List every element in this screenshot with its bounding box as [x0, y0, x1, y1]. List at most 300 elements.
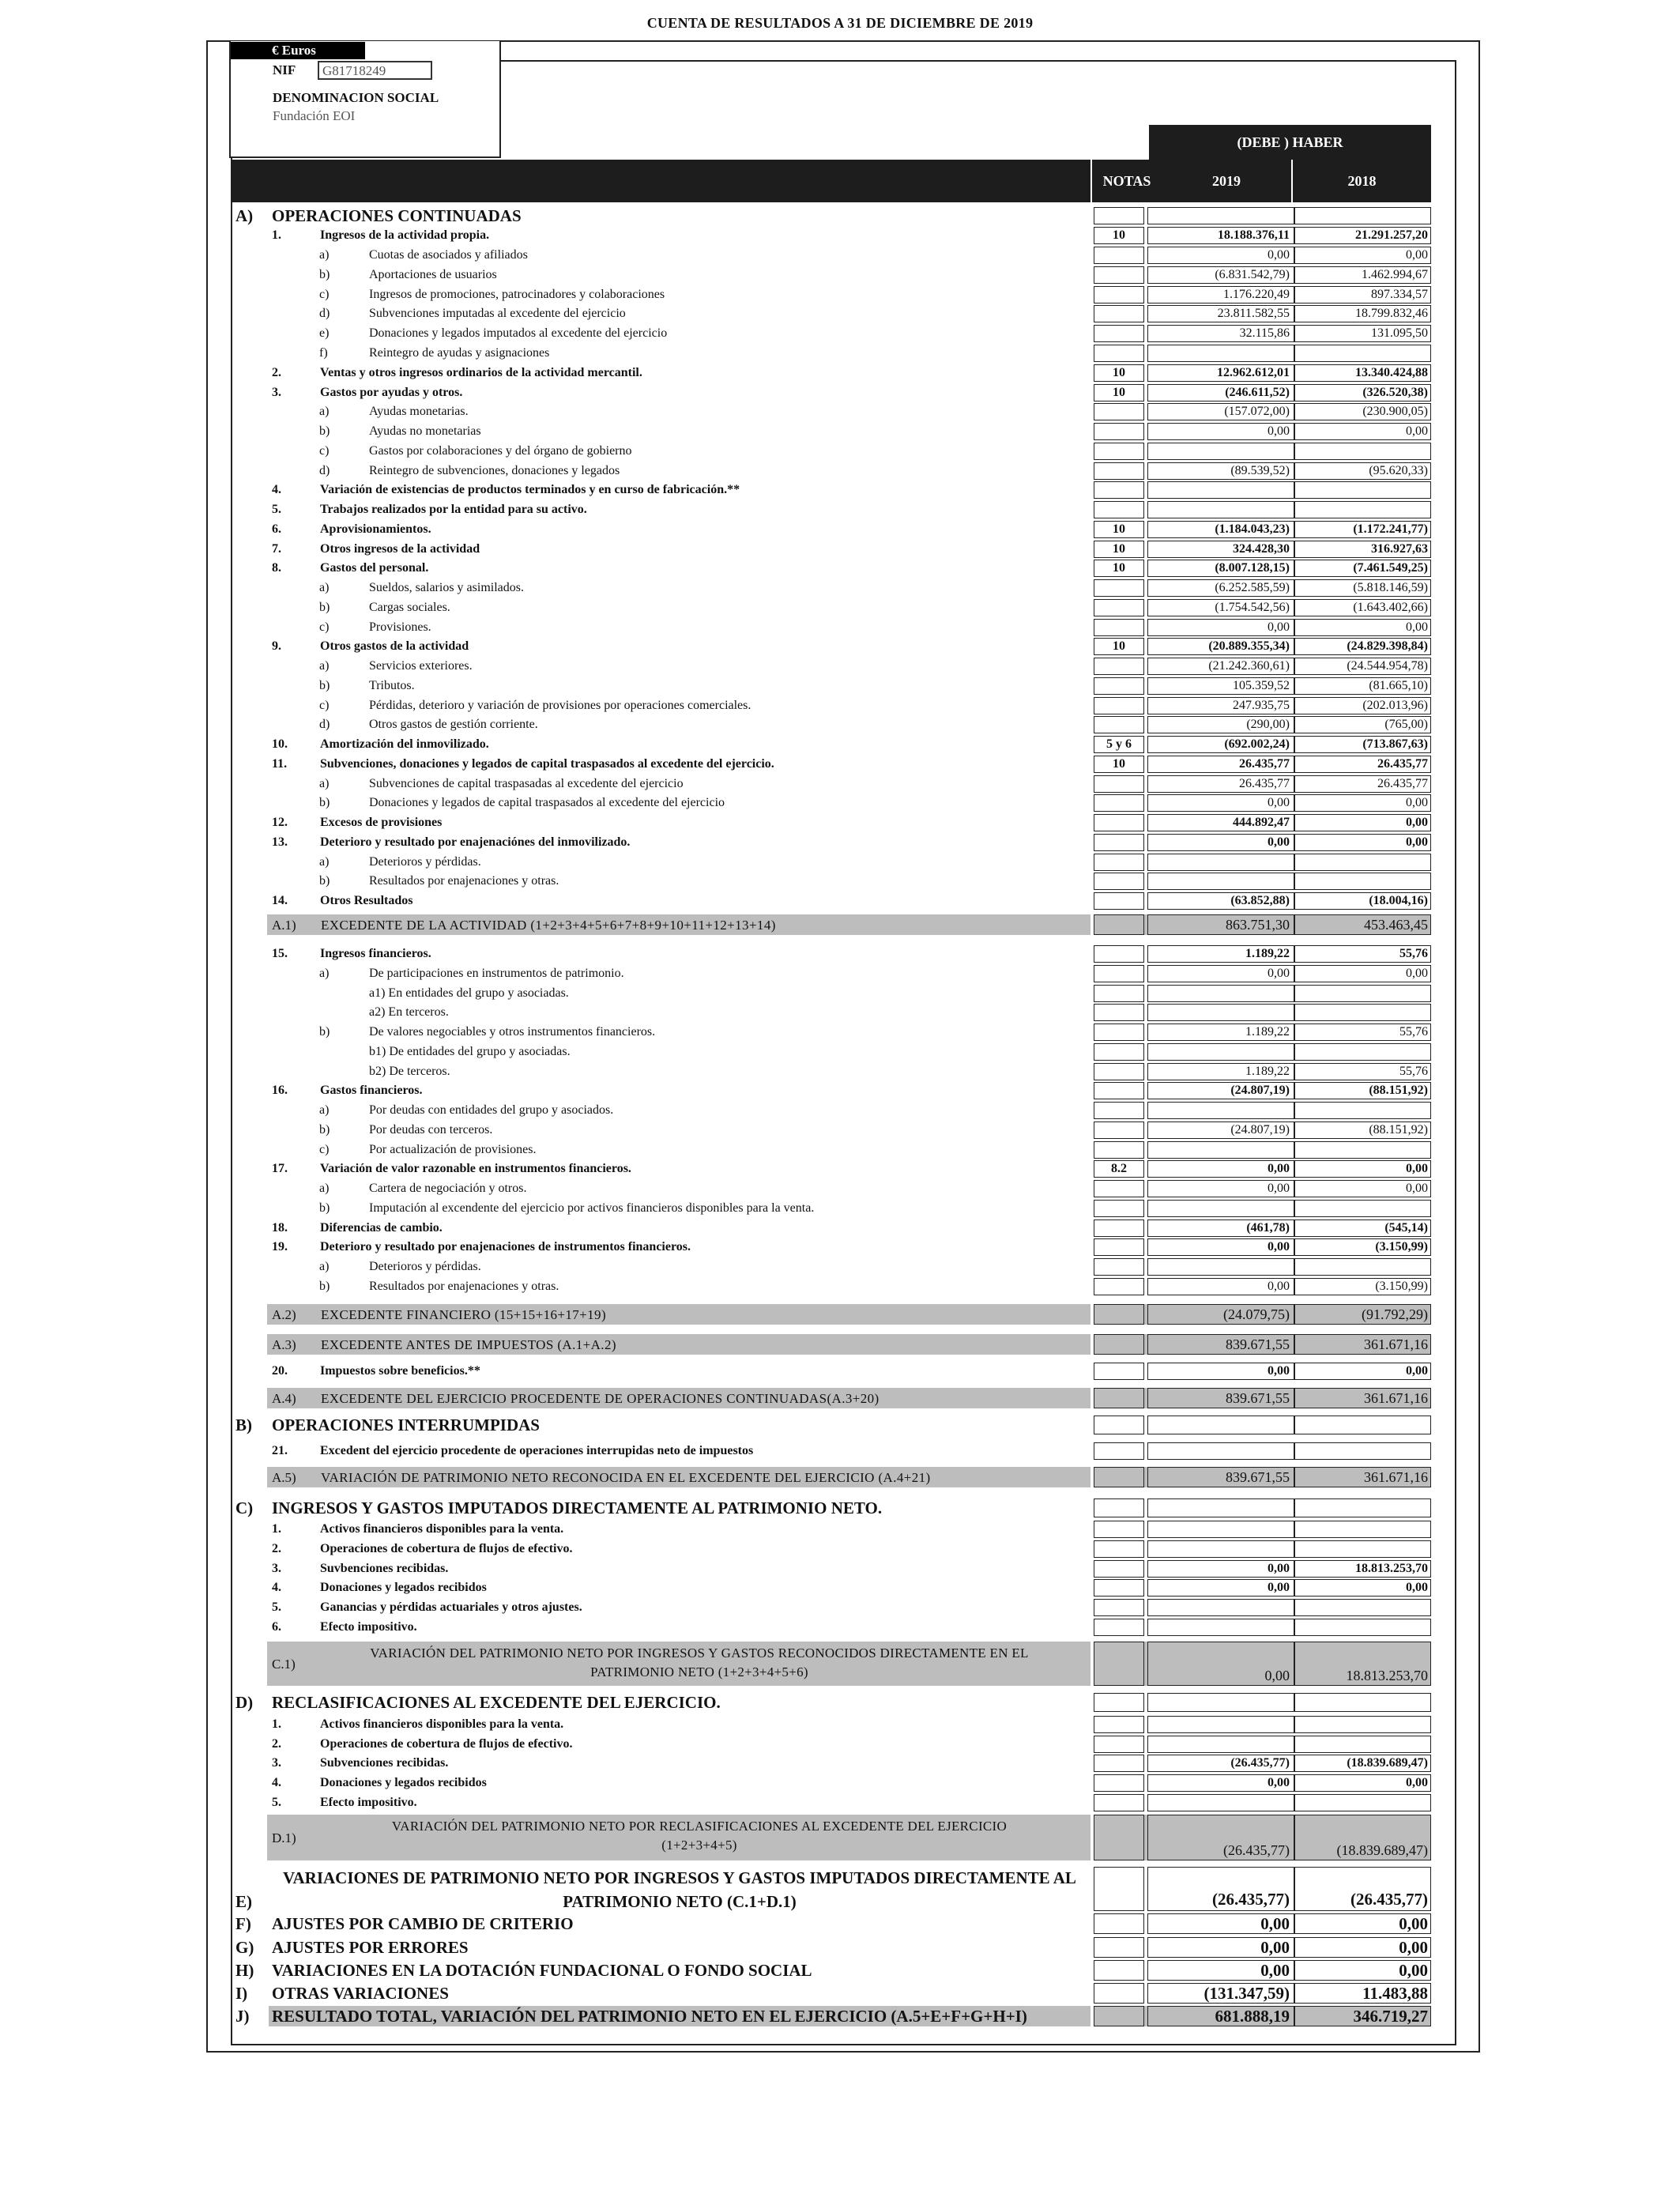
value-2019: 1.176.220,49 [1223, 288, 1290, 301]
table-row [231, 1736, 1431, 1753]
line-number: 15. [272, 947, 288, 960]
value-2019-cell [1147, 1102, 1294, 1119]
value-2019-cell [1147, 1258, 1294, 1276]
line-number: b) [319, 679, 330, 692]
value-2018: 0,00 [1406, 967, 1428, 980]
year-2018-column-header: 2018 [1347, 173, 1377, 189]
line-number: c) [319, 699, 330, 712]
value-2018: (81.665,10) [1369, 679, 1428, 692]
value-2019: 0,00 [1268, 1364, 1290, 1378]
line-label: Otros gastos de gestión corriente. [369, 718, 538, 731]
line-label: Variación de existencias de productos terminados y en curso de fabricación.** [320, 483, 740, 496]
table-row [231, 1363, 1431, 1380]
notas-cell [1094, 1983, 1144, 2004]
line-number: a) [319, 405, 330, 418]
table-row [231, 1004, 1431, 1021]
line-number: c) [319, 288, 330, 301]
denomination-label: DENOMINACION SOCIAL [273, 90, 439, 105]
line-number: 5. [272, 503, 281, 516]
notas-cell [1094, 2006, 1144, 2026]
table-row [231, 814, 1431, 831]
line-label: Deterioro y resultado por enajenaciones de instrumentos financieros. [320, 1240, 691, 1253]
notas-cell [1094, 207, 1144, 224]
notas-cell [1094, 1238, 1144, 1256]
value-2019-cell [1147, 985, 1294, 1002]
notas-cell [1094, 1913, 1144, 1934]
line-number: 5. [272, 1600, 281, 1614]
value-2018: 18.813.253,70 [1346, 1668, 1428, 1683]
line-label: Donaciones y legados imputados al excedente del ejercicio [369, 326, 668, 340]
value-2019: 0,00 [1268, 1280, 1290, 1293]
value-2018: (91.792,29) [1362, 1306, 1428, 1322]
notas-cell [1094, 658, 1144, 675]
value-2018: (545,14) [1384, 1221, 1428, 1235]
notas-cell [1094, 892, 1144, 910]
table-row [231, 914, 1431, 935]
value-2018: (24.829.398,84) [1347, 639, 1428, 653]
table-row [231, 985, 1431, 1002]
line-label: Otros ingresos de la actividad [320, 542, 480, 556]
line-number: 16. [272, 1084, 288, 1097]
value-2019: 0,00 [1260, 1914, 1290, 1933]
line-number: 7. [272, 542, 281, 556]
value-2019: 32.115,86 [1239, 326, 1290, 340]
value-2018-cell [1294, 345, 1431, 362]
value-2018: 55,76 [1399, 947, 1428, 960]
line-label: Deterioro y resultado por enajenaciónes del inmovilizado. [320, 835, 631, 849]
value-2018: 26.435,77 [1377, 777, 1428, 790]
value-2018: 0,00 [1399, 1938, 1428, 1957]
value-2018: 0,00 [1406, 248, 1428, 262]
line-number: 21. [272, 1444, 288, 1457]
line-number: b) [319, 1280, 330, 1293]
section-title: INGRESOS Y GASTOS IMPUTADOS DIRECTAMENTE AL PATRIMONIO NETO. [272, 1498, 883, 1517]
line-number: e) [319, 326, 330, 340]
value-2018: 18.799.832,46 [1355, 307, 1428, 320]
line-label: Excesos de provisiones [320, 816, 443, 829]
line-number: b) [319, 424, 330, 438]
table-row [231, 638, 1431, 655]
value-2019: (26.435,77) [1212, 1890, 1290, 1909]
value-2019: (6.831.542,79) [1215, 268, 1290, 281]
notas-cell [1094, 1122, 1144, 1139]
value-2019: 0,00 [1268, 1581, 1290, 1594]
value-2018: 0,00 [1406, 796, 1428, 809]
notas-cell [1094, 1082, 1144, 1099]
value-2019-cell [1147, 207, 1294, 224]
notas-cell [1094, 403, 1144, 420]
line-number: 4. [272, 1776, 281, 1789]
value-2019: 839.671,55 [1226, 1469, 1290, 1485]
line-number: A.5) [272, 1470, 296, 1485]
value-2018: 0,00 [1406, 816, 1428, 829]
section-title: OPERACIONES INTERRUMPIDAS [272, 1416, 540, 1434]
table-row [231, 541, 1431, 558]
notas-cell [1094, 599, 1144, 616]
value-2019-cell [1147, 1736, 1294, 1753]
nif-label: NIF [273, 62, 296, 77]
value-2019-cell [1147, 1619, 1294, 1636]
value-2019-cell [1147, 501, 1294, 518]
line-number: 1. [272, 1717, 281, 1731]
line-number: 17. [272, 1162, 288, 1175]
table-row [231, 619, 1431, 636]
value-2019: 0,00 [1268, 424, 1290, 438]
value-2019-cell [1147, 481, 1294, 499]
table-row [231, 1467, 1431, 1487]
table-row [231, 2006, 1431, 2026]
value-2019: 0,00 [1268, 248, 1290, 262]
value-2018-cell [1294, 1200, 1431, 1217]
notas-cell [1094, 1043, 1144, 1061]
notas-cell [1094, 1334, 1144, 1355]
total-label-line2: PATRIMONIO NETO (1+2+3+4+5+6) [590, 1664, 808, 1679]
value-2018-cell [1294, 873, 1431, 890]
value-2019: 0,00 [1268, 1162, 1290, 1175]
table-row [231, 1334, 1431, 1355]
line-number: D.1) [272, 1830, 296, 1845]
value-2018: 0,00 [1406, 835, 1428, 849]
line-label: Cuotas de asociados y afiliados [369, 248, 528, 262]
line-number: A.1) [272, 918, 296, 933]
value-2018-cell [1294, 1498, 1431, 1517]
notas-cell [1094, 1867, 1144, 1911]
value-2018: (7.461.549,25) [1353, 561, 1428, 575]
notas-cell [1094, 873, 1144, 890]
value-2018: (3.150,99) [1375, 1240, 1428, 1253]
table-row [231, 1023, 1431, 1041]
value-2018: (18.004,16) [1369, 894, 1428, 907]
line-number: a) [319, 1182, 330, 1195]
notas-cell [1094, 619, 1144, 636]
value-2019: (26.435,77) [1230, 1756, 1290, 1770]
notas-cell [1094, 1599, 1144, 1616]
value-2018-cell [1294, 481, 1431, 499]
value-2019-cell [1147, 1521, 1294, 1538]
value-2019: 863.751,30 [1226, 917, 1290, 933]
table-row [231, 325, 1431, 342]
nif-value: G81718249 [318, 61, 432, 80]
value-2018: 55,76 [1399, 1065, 1428, 1078]
line-number: 2. [272, 366, 281, 379]
value-2019-cell [1147, 1498, 1294, 1517]
line-label: b1) De entidades del grupo y asociadas. [369, 1045, 571, 1058]
currency-label: € Euros [231, 42, 365, 59]
notas-cell [1094, 579, 1144, 597]
value-2019: (1.754.542,56) [1215, 601, 1290, 614]
notas-cell [1094, 423, 1144, 440]
document-title: CUENTA DE RESULTADOS A 31 DE DICIEMBRE DE 2019 [646, 15, 1034, 31]
notas-cell [1094, 1304, 1144, 1325]
line-number: a) [319, 248, 330, 262]
value-2018-cell [1294, 854, 1431, 871]
line-number: b) [319, 601, 330, 614]
line-label: Gastos financieros. [320, 1084, 423, 1097]
line-label: Subvenciones imputadas al excedente del ejercicio [369, 307, 626, 320]
value-2018-cell [1294, 1736, 1431, 1753]
line-number: 14. [272, 894, 288, 907]
table-row [231, 1937, 1431, 1958]
line-number: 3. [272, 1562, 281, 1575]
table-row [231, 1960, 1431, 1981]
total-label: VARIACIÓN DEL PATRIMONIO NETO POR INGRESOS Y GASTOS RECONOCIDOS DIRECTAMENTE EN EL [370, 1646, 1029, 1661]
value-2018-cell [1294, 1141, 1431, 1159]
line-label: a2) En terceros. [369, 1005, 449, 1019]
line-number: d) [319, 464, 330, 477]
table-row [231, 775, 1431, 793]
notas-cell [1094, 266, 1144, 284]
value-2019: 444.892,47 [1233, 816, 1290, 829]
value-2019-cell [1147, 345, 1294, 362]
table-row [231, 1774, 1431, 1792]
section-title: AJUSTES POR ERRORES [272, 1938, 469, 1957]
notas-cell [1094, 305, 1144, 322]
line-label: Suvbenciones recibidas. [320, 1562, 449, 1575]
value-2018: (88.151,92) [1369, 1123, 1428, 1137]
value-2018: 0,00 [1406, 1162, 1428, 1175]
line-number: A.3) [272, 1337, 296, 1352]
section-title-line2: PATRIMONIO NETO (C.1+D.1) [563, 1892, 797, 1911]
notas-cell [1094, 1579, 1144, 1596]
value-2018: (5.818.146,59) [1353, 581, 1428, 594]
line-label: Provisiones. [369, 620, 431, 634]
value-2019-cell [1147, 1693, 1294, 1712]
section-letter: C) [235, 1498, 254, 1517]
table-row [231, 736, 1431, 753]
line-number: 1. [272, 1522, 281, 1536]
line-number: f) [319, 346, 328, 360]
line-label: Gastos por colaboraciones y del órgano de gobierno [369, 444, 632, 458]
notas-value: 5 y 6 [1106, 737, 1132, 751]
value-2019: 0,00 [1268, 1240, 1290, 1253]
notas-cell [1094, 1180, 1144, 1197]
value-2019: (63.852,88) [1230, 894, 1290, 907]
value-2018-cell [1294, 501, 1431, 518]
line-number: b) [319, 796, 330, 809]
line-label: Servicios exteriores. [369, 659, 473, 673]
line-label: Reintegro de ayudas y asignaciones [369, 346, 550, 360]
value-2018-cell [1294, 1794, 1431, 1811]
line-label: Activos financieros disponibles para la venta. [320, 1717, 564, 1731]
notas-cell [1094, 1220, 1144, 1237]
section-title: OPERACIONES CONTINUADAS [272, 206, 522, 225]
line-label: Tributos. [369, 679, 415, 692]
value-2019-cell [1147, 873, 1294, 890]
value-2019: 26.435,77 [1239, 757, 1290, 771]
line-label: Efecto impositivo. [320, 1796, 417, 1809]
table-row [231, 756, 1431, 773]
line-label: Cartera de negociación y otros. [369, 1182, 527, 1195]
notas-cell [1094, 716, 1144, 733]
value-2018: 0,00 [1406, 620, 1428, 634]
value-2019: 0,00 [1268, 1562, 1290, 1575]
notas-cell [1094, 775, 1144, 793]
section-title: RESULTADO TOTAL, VARIACIÓN DEL PATRIMONIO NETO EN EL EJERCICIO (A.5+E+F+G+H+I) [272, 2007, 1027, 2026]
value-2019: (157.072,00) [1224, 405, 1290, 418]
value-2018: (1.172.241,77) [1353, 522, 1428, 536]
total-label: EXCEDENTE DE LA ACTIVIDAD (1+2+3+4+5+6+7+8+9+10+11+12+13+14) [321, 918, 776, 933]
value-2019-cell [1147, 1141, 1294, 1159]
line-label: Efecto impositivo. [320, 1620, 417, 1634]
year-2019-column-header: 2019 [1212, 173, 1241, 189]
line-number: 2. [272, 1542, 281, 1555]
notas-cell [1094, 462, 1144, 480]
line-number: 3. [272, 386, 281, 399]
value-2019-cell [1147, 1599, 1294, 1616]
notas-cell [1094, 1102, 1144, 1119]
table-row [231, 305, 1431, 322]
notas-cell [1094, 1521, 1144, 1538]
section-title: OTRAS VARIACIONES [272, 1984, 449, 2003]
table-row [231, 1258, 1431, 1276]
line-label: Activos financieros disponibles para la venta. [320, 1522, 564, 1536]
value-2019: 0,00 [1260, 1961, 1290, 1980]
line-label: Deterioros y pérdidas. [369, 855, 481, 869]
value-2019-cell [1147, 1794, 1294, 1811]
section-letter: J) [235, 2007, 250, 2026]
line-number: b) [319, 268, 330, 281]
total-label: VARIACIÓN DE PATRIMONIO NETO RECONOCIDA EN EL EXCEDENTE DEL EJERCICIO (A.4+21) [321, 1470, 931, 1485]
line-label: Amortización del inmovilizado. [320, 737, 489, 751]
value-2019-cell [1147, 1043, 1294, 1061]
line-number: b) [319, 874, 330, 888]
line-label: Por deudas con terceros. [369, 1123, 493, 1137]
line-number: a) [319, 777, 330, 790]
notas-value: 8.2 [1111, 1162, 1127, 1175]
value-2019: 23.811.582,55 [1217, 307, 1290, 320]
table-row [231, 599, 1431, 616]
line-number: 13. [272, 835, 288, 849]
value-2019: 1.189,22 [1245, 1025, 1290, 1039]
value-2018-cell [1294, 443, 1431, 460]
section-letter: F) [235, 1914, 251, 1933]
value-2018-cell [1294, 1004, 1431, 1021]
table-row [231, 423, 1431, 440]
line-label: a1) En entidades del grupo y asociadas. [369, 986, 569, 1000]
value-2018-cell [1294, 1540, 1431, 1558]
table-row [231, 1122, 1431, 1139]
line-label: Ventas y otros ingresos ordinarios de la actividad mercantil. [320, 366, 642, 379]
line-label: Donaciones y legados recibidos [320, 1776, 487, 1789]
notas-cell [1094, 945, 1144, 963]
table-row [231, 1442, 1431, 1460]
notas-cell [1094, 345, 1144, 362]
line-number: b) [319, 1025, 330, 1039]
table-row [231, 1498, 1431, 1517]
notas-value: 10 [1113, 366, 1125, 379]
value-2019: (461,78) [1246, 1221, 1290, 1235]
value-2019: 324.428,30 [1233, 542, 1290, 556]
line-label: Por deudas con entidades del grupo y asociados. [369, 1103, 614, 1117]
section-title: RECLASIFICACIONES AL EXCEDENTE DEL EJERCICIO. [272, 1693, 721, 1712]
notas-cell [1094, 325, 1144, 342]
section-title: VARIACIONES DE PATRIMONIO NETO POR INGRESOS Y GASTOS IMPUTADOS DIRECTAMENTE AL [283, 1868, 1076, 1887]
value-2018: (24.544.954,78) [1347, 659, 1428, 673]
notas-cell [1094, 677, 1144, 695]
notas-cell [1094, 501, 1144, 518]
notas-cell [1094, 1693, 1144, 1712]
table-row [231, 1619, 1431, 1636]
line-label: Otros Resultados [320, 894, 413, 907]
value-2018: 1.462.994,67 [1362, 268, 1428, 281]
notas-cell [1094, 1540, 1144, 1558]
section-title: VARIACIONES EN LA DOTACIÓN FUNDACIONAL O FONDO SOCIAL [272, 1961, 812, 1980]
notas-cell [1094, 1363, 1144, 1380]
value-2019: (26.435,77) [1223, 1842, 1290, 1858]
line-label: Resultados por enajenaciones y otras. [369, 874, 559, 888]
table-row [231, 1238, 1431, 1256]
value-2018: 18.813.253,70 [1355, 1562, 1428, 1575]
value-2019: (89.539,52) [1230, 464, 1290, 477]
value-2018: (3.150,99) [1375, 1280, 1428, 1293]
line-number: 6. [272, 1620, 281, 1634]
notas-cell [1094, 985, 1144, 1002]
notas-cell [1094, 481, 1144, 499]
value-2019: 1.189,22 [1245, 1065, 1290, 1078]
table-row [231, 286, 1431, 303]
table-row [231, 266, 1431, 284]
value-2018-cell [1294, 1619, 1431, 1636]
table-row [231, 443, 1431, 460]
section-letter: B) [235, 1416, 252, 1434]
line-label: Operaciones de cobertura de flujos de efectivo. [320, 1542, 573, 1555]
value-2019-cell [1147, 1004, 1294, 1021]
value-2019: (290,00) [1246, 718, 1290, 731]
table-row [231, 965, 1431, 982]
value-2018: (26.435,77) [1350, 1890, 1428, 1909]
value-2018: 0,00 [1399, 1914, 1428, 1933]
line-label: Impuestos sobre beneficios.** [320, 1364, 480, 1378]
notas-cell [1094, 286, 1144, 303]
section-title: AJUSTES POR CAMBIO DE CRITERIO [272, 1914, 574, 1933]
table-row [231, 1043, 1431, 1061]
notas-cell [1094, 834, 1144, 851]
value-2019: 839.671,55 [1226, 1390, 1290, 1406]
line-label: Ayudas monetarias. [369, 405, 469, 418]
line-label: Trabajos realizados por la entidad para su activo. [320, 503, 587, 516]
notas-cell [1094, 854, 1144, 871]
value-2018: 26.435,77 [1377, 757, 1428, 771]
notas-cell [1094, 443, 1144, 460]
line-number: 8. [272, 561, 281, 575]
table-row [231, 364, 1431, 382]
line-number: 9. [272, 639, 281, 653]
notas-value: 10 [1113, 228, 1125, 242]
value-2019: 26.435,77 [1239, 777, 1290, 790]
line-label: Variación de valor razonable en instrumentos financieros. [320, 1162, 631, 1175]
notas-cell [1094, 1960, 1144, 1981]
notas-cell [1094, 697, 1144, 714]
table-row [231, 1102, 1431, 1119]
value-2019: (20.889.355,34) [1208, 639, 1290, 653]
line-label: Ingresos financieros. [320, 947, 431, 960]
table-row [231, 384, 1431, 401]
notas-cell [1094, 1200, 1144, 1217]
notas-cell [1094, 1278, 1144, 1295]
value-2018: 453.463,45 [1364, 917, 1428, 933]
table-row [231, 1755, 1431, 1772]
value-2018: 55,76 [1399, 1025, 1428, 1039]
line-label: Pérdidas, deterioro y variación de provisiones por operaciones comerciales. [369, 699, 751, 712]
notas-cell [1094, 1258, 1144, 1276]
value-2019: (131.347,59) [1203, 1984, 1290, 2003]
notas-cell [1094, 1442, 1144, 1460]
line-number: c) [319, 620, 330, 634]
value-2019: 0,00 [1268, 835, 1290, 849]
table-row [231, 521, 1431, 538]
table-row [231, 1160, 1431, 1178]
value-2018-cell [1294, 207, 1431, 224]
